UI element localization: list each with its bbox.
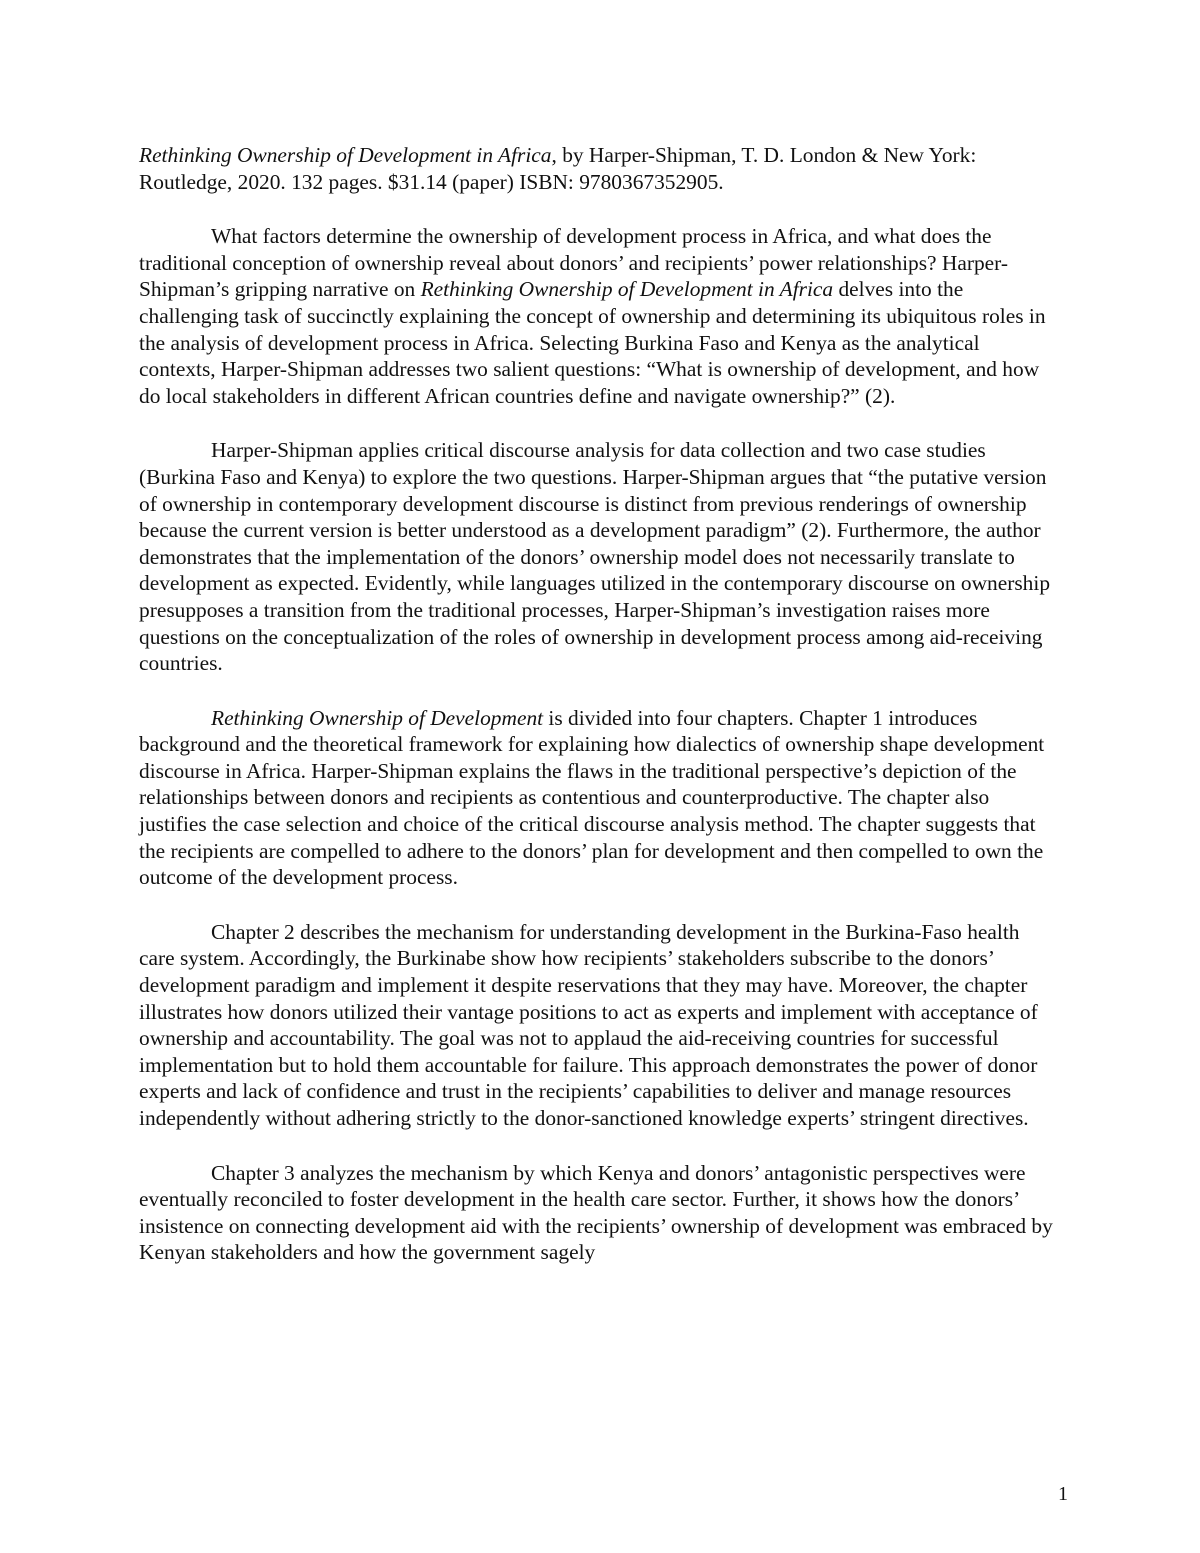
paragraph-intro-book-title: Rethinking Ownership of Development in Africa [420,277,834,302]
citation-details: , by Harper-Shipman, T. D. London & New York: Routledge, 2020. 132 pages. $31.14 (paper) ISBN: 9780367352905. [139,143,977,194]
citation-book-title: Rethinking Ownership of Development in Africa [139,143,552,167]
paragraph-chapter-1-book-title: Rethinking Ownership of Development [211,705,544,730]
paragraph-intro [139,223,1059,409]
paragraph-intro-part-b: delves into the challenging task of succinctly explaining the concept of ownership and determining its ubiquitous roles in the analysis of development process in Africa. Selecting Burkina Faso and Kenya as the analytical contexts, Harper-Shipman addresses two salient questions: “What is ownership of development, and how do local stakeholders in different African countries define and navigate ownership?” (2). [139,277,1046,408]
page-number: 1 [1058,1483,1068,1505]
paragraph-intro-part-a: What factors determine the ownership of development process in Africa, and what does the traditional conception of ownership reveal about donors’ and recipients’ power relationships? Harper-Shipman’s gripping narrative on [139,224,1008,302]
paragraph-chapter-3: Chapter 3 analyzes the mechanism by which Kenya and donors’ antagonistic perspectives were eventually reconciled to foster development in the health care sector. Further, it shows how the donors’ insistence on connecting development aid with the recipients’ ownership of development was embraced by Kenyan stakeholders and how the government sagely [139,1160,1053,1265]
paragraph-chapter-1-text: is divided into four chapters. Chapter 1 introduces background and the theoretical framework for explaining how dialectics of ownership shape development discourse in Africa. Harper-Shipman explains the flaws in the traditional perspective’s depiction of the relationships between donors and recipients as contentious and counterproductive. The chapter also justifies the case selection and choice of the critical discourse analysis method. The chapter suggests that the recipients are compelled to adhere to the donors’ plan for development and then compelled to own the outcome of the development process. [139,705,1045,890]
paragraph-method: Harper-Shipman applies critical discourse analysis for data collection and two case studies (Burkina Faso and Kenya) to explore the two questions. Harper-Shipman argues that “the putative version of ownership in contemporary development discourse is distinct from previous renderings of ownership because the current version is better understood as a development paradigm” (2). Furthermore, the author demonstrates that the implementation of the donors’ ownership model does not necessarily translate to development as expected. Evidently, while languages utilized in the contemporary discourse on ownership presupposes a transition from the traditional processes, Harper-Shipman’s investigation raises more questions on the conceptualization of the roles of ownership in development process among aid-receiving countries. [139,438,1051,676]
paragraph-chapter-1 [139,705,1059,891]
book-citation [139,142,1059,195]
document-body [139,142,1059,1266]
paragraph-chapter-2: Chapter 2 describes the mechanism for understanding development in the Burkina-Faso health care system. Accordingly, the Burkinabe show how recipients’ stakeholders subscribe to the donors’ development paradigm and implement it despite reservations that they may have. Moreover, the chapter illustrates how donors utilized their vantage positions to act as experts and implement with acceptance of ownership and accountability. The goal was not to applaud the aid-receiving countries for successful implementation but to hold them accountable for failure. This approach demonstrates the power of donor experts and lack of confidence and trust in the recipients’ capabilities to deliver and manage resources independently without adhering strictly to the donor-sanctioned knowledge experts’ stringent directives. [139,919,1038,1130]
